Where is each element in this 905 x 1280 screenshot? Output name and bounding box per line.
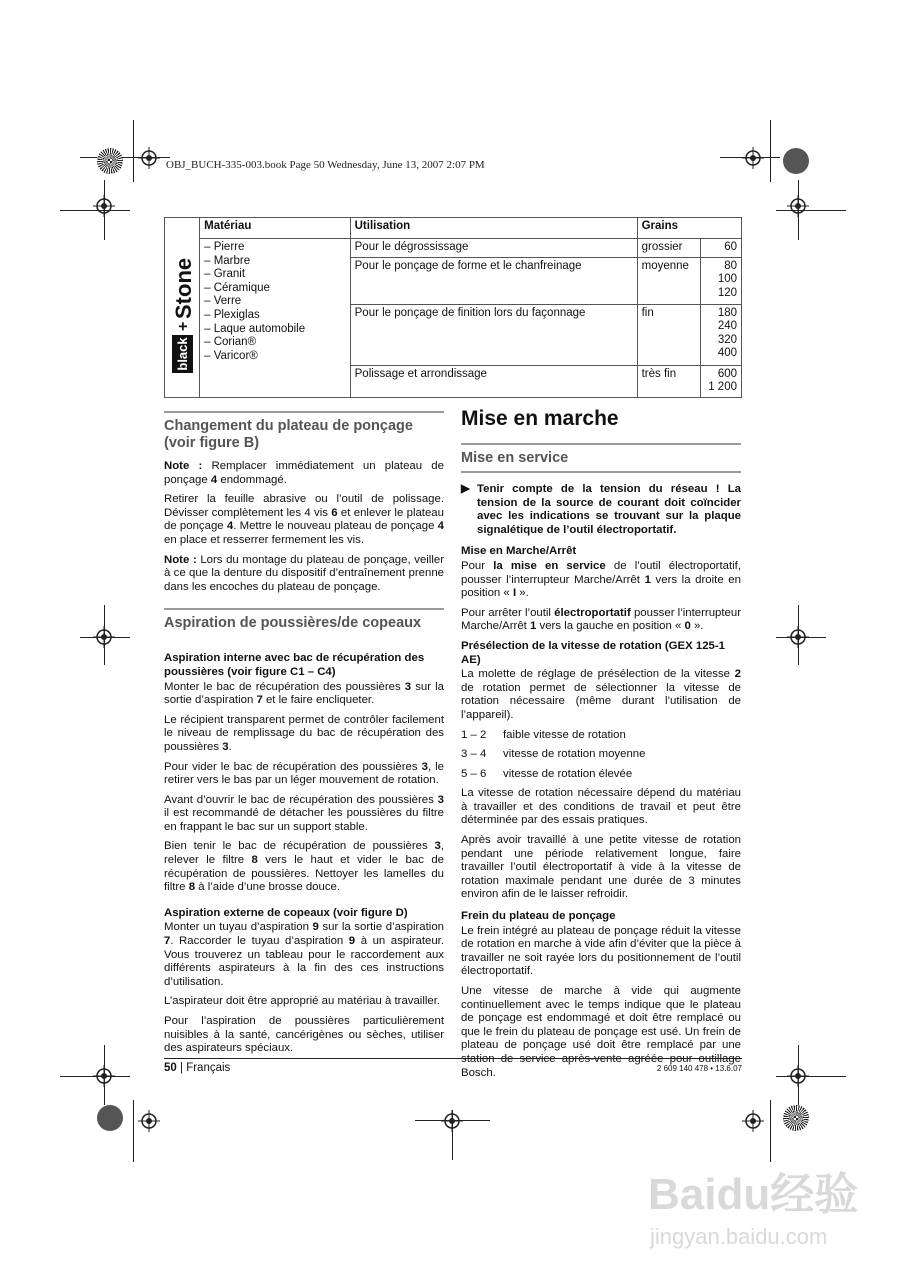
brand-logo-cell	[165, 239, 200, 398]
list-item: – Corian®	[204, 336, 257, 349]
color-target-icon	[783, 148, 809, 174]
paragraph: Monter le bac de récupération des poussières 3 sur la sortie d’aspiration 7 et le faire encliqueter.	[164, 680, 444, 707]
usage-cell: Pour le ponçage de forme et le chanfreinage	[350, 257, 637, 304]
registration-mark-icon	[742, 1110, 764, 1132]
watermark-url: jingyan.baidu.com	[650, 1224, 828, 1249]
page-number: 50	[164, 1062, 177, 1074]
print-slug: OBJ_BUCH-335-003.book Page 50 Wednesday, June 13, 2007 2:07 PM	[166, 159, 485, 171]
speed-row: 5 – 6 vitesse de rotation élevée	[461, 767, 633, 780]
page-footer: 50 | Français	[164, 1062, 231, 1074]
subheading: Mise en Marche/Arrêt	[461, 545, 577, 558]
paragraph: La vitesse de rotation nécessaire dépend du matériau à travailler et des conditions de travail et peut être déterminée par des essais pratiques.	[461, 787, 741, 827]
usage-cell: Pour le dégrossissage	[350, 239, 637, 258]
footer-language: Français	[186, 1062, 231, 1074]
header-usage: Utilisation	[350, 218, 637, 239]
registration-mark-icon	[441, 1110, 463, 1132]
paragraph: Le récipient transparent permet de contrôler facilement le niveau de remplissage du bac de récupération des poussières 3.	[164, 713, 444, 753]
subheading: Frein du plateau de ponçage	[461, 910, 616, 923]
grain-cell: fin	[637, 304, 700, 365]
paragraph: Le frein intégré au plateau de ponçage réduit la vitesse de rotation en marche à vide afin d’éviter que la pièce à travailler ne soit rayée lors du positionnement de l’outil électroportatif.	[461, 924, 741, 978]
registration-mark-icon	[93, 1065, 115, 1087]
registration-mark-icon	[138, 147, 160, 169]
paragraph: Pour arrêter l’outil électroportatif pousser l’interrupteur Marche/Arrêt 1 vers la gauche en position « 0 ».	[461, 606, 741, 633]
grain-values-cell: 600 1 200	[700, 365, 741, 397]
header-grain: Grains	[637, 218, 741, 239]
grain-values-cell: 180 240 320 400	[700, 304, 741, 365]
paragraph: La molette de réglage de présélection de la vitesse 2 de rotation permet de sélectionner la vitesse de rotation nécessaire (même durant l’utilisation de l’appareil).	[461, 668, 741, 721]
section-title-commissioning: Mise en service	[461, 443, 741, 473]
grain-cell: très fin	[637, 365, 700, 397]
list-item: – Céramique	[204, 281, 270, 294]
table-header-row	[165, 218, 742, 239]
paragraph: Pour l’aspiration de poussières particulièrement nuisibles à la santé, cancérigènes ou sèches, utiliser des aspirateurs spéciaux.	[164, 1015, 444, 1055]
grain-values-cell: 80 100 120	[700, 257, 741, 304]
paragraph: Bien tenir le bac de récupération de poussières 3, relever le filtre 8 vers le haut et vider le bac de récupération de poussières. Nettoyer les lamelles du filtre 8 à l’aide d’une brosse douce.	[164, 840, 444, 894]
document-code: 2 609 140 478 • 13.6.07	[656, 1064, 742, 1073]
color-target-icon	[97, 1105, 123, 1131]
table-row	[165, 239, 742, 258]
footer-rule	[164, 1058, 742, 1059]
speed-row: 3 – 4 vitesse de rotation moyenne	[461, 748, 646, 761]
grain-cell: grossier	[637, 239, 700, 258]
color-target-icon	[97, 148, 123, 174]
svg-text:+: +	[175, 321, 192, 331]
paragraph: Monter un tuyau d’aspiration 9 sur la sortie d’aspiration 7. Raccorder le tuyau d’aspiration 9 à un aspirateur. Vous trouverez un tableau pour le raccordement aux différents aspirateurs à la fin des ces instructions d’utilisation.	[164, 921, 444, 988]
paragraph: Retirer la feuille abrasive ou l’outil de polissage. Dévisser complètement les 4 vis 6 et enlever le plateau de ponçage 4. Mettre le nouveau plateau de ponçage 4 en place et resserrer fermement les vis.	[164, 493, 444, 546]
paragraph: Note : Remplacer immédiatement un plateau de ponçage 4 endommagé.	[164, 460, 444, 486]
usage-cell: Pour le ponçage de finition lors du façonnage	[350, 304, 637, 365]
svg-text:black: black	[175, 336, 190, 371]
paragraph: Avant d’ouvrir le bac de récupération des poussières 3 il est recommandé de détacher les poussières du filtre en frappant le bac sur un support stable.	[164, 793, 444, 833]
list-item: – Plexiglas	[204, 308, 260, 321]
subheading: Aspiration externe de copeaux (voir figure D)	[164, 906, 408, 919]
list-item: – Varicor®	[204, 349, 258, 362]
grit-table	[164, 217, 742, 398]
black-stone-logo	[169, 243, 197, 379]
registration-mark-icon	[787, 195, 809, 217]
subheading: Aspiration interne avec bac de récupération des poussières (voir figure C1 – C4)	[164, 652, 425, 678]
paragraph: L’aspirateur doit être approprié au matériau à travailler.	[164, 995, 441, 1008]
section-title-dust-extraction: Aspiration de poussières/de copeaux	[164, 608, 444, 638]
svg-text:Stone: Stone	[171, 257, 196, 319]
grain-values-cell: 60	[700, 239, 741, 258]
list-item: – Granit	[204, 268, 246, 281]
section-title-plate-change: Changement du plateau de ponçage (voir figure B)	[164, 411, 444, 452]
paragraph: Une vitesse de marche à vide qui augmente continuellement avec le temps indique que le plateau de ponçage est endommagé et doit être remplacé ou que le frein du plateau de ponçage est usé. Un frein de plateau de ponçage usé doit être remplacé par une station de service après-vente agréée pour outillage Bosch.	[461, 985, 741, 1079]
registration-mark-icon	[93, 195, 115, 217]
paragraph: Pour vider le bac de récupération des poussières 3, le retirer vers le bas par un léger mouvement de rotation.	[164, 760, 444, 787]
triangle-bullet-icon: ▶	[461, 483, 470, 495]
paragraph: Pour la mise en service de l’outil électroportatif, pousser l’interrupteur Marche/Arrêt 1 vers la droite en position « I ».	[461, 559, 741, 600]
color-target-icon	[783, 1105, 809, 1131]
paragraph: Note : Lors du montage du plateau de ponçage, veiller à ce que la denture du dispositif d’entraînement prenne dans les encoches du plateau de ponçage.	[164, 553, 444, 593]
left-column	[164, 411, 444, 1062]
registration-mark-icon	[742, 147, 764, 169]
warning-paragraph: ▶ Tenir compte de la tension du réseau ! La tension de la source de courant doit coïncider avec les indications se trouvant sur la plaque signalétique de l’outil électroportatif.	[461, 483, 741, 536]
registration-mark-icon	[138, 1110, 160, 1132]
header-material: Matériau	[200, 218, 351, 239]
list-item: – Laque automobile	[204, 322, 306, 335]
registration-mark-icon	[787, 626, 809, 648]
list-item: – Marbre	[204, 254, 251, 267]
material-list	[200, 239, 351, 398]
grain-cell: moyenne	[637, 257, 700, 304]
usage-cell: Polissage et arrondissage	[350, 365, 637, 397]
subheading: Présélection de la vitesse de rotation (GEX 125-1 AE)	[461, 639, 725, 666]
registration-mark-icon	[787, 1065, 809, 1087]
page-title: Mise en marche	[461, 407, 619, 430]
paragraph: Après avoir travaillé à une petite vitesse de rotation pendant une période relativement longue, faire travailler l’outil électroportatif à vide à la vitesse de rotation maximale pendant une durée de 3 minutes environ afin de le laisser refroidir.	[461, 834, 741, 901]
list-item: – Verre	[204, 295, 242, 308]
registration-mark-icon	[93, 626, 115, 648]
speed-row: 1 – 2 faible vitesse de rotation	[461, 728, 626, 741]
list-item: – Pierre	[204, 241, 245, 253]
right-column	[461, 407, 741, 1086]
watermark-brand: Baidu经验	[648, 1170, 859, 1219]
